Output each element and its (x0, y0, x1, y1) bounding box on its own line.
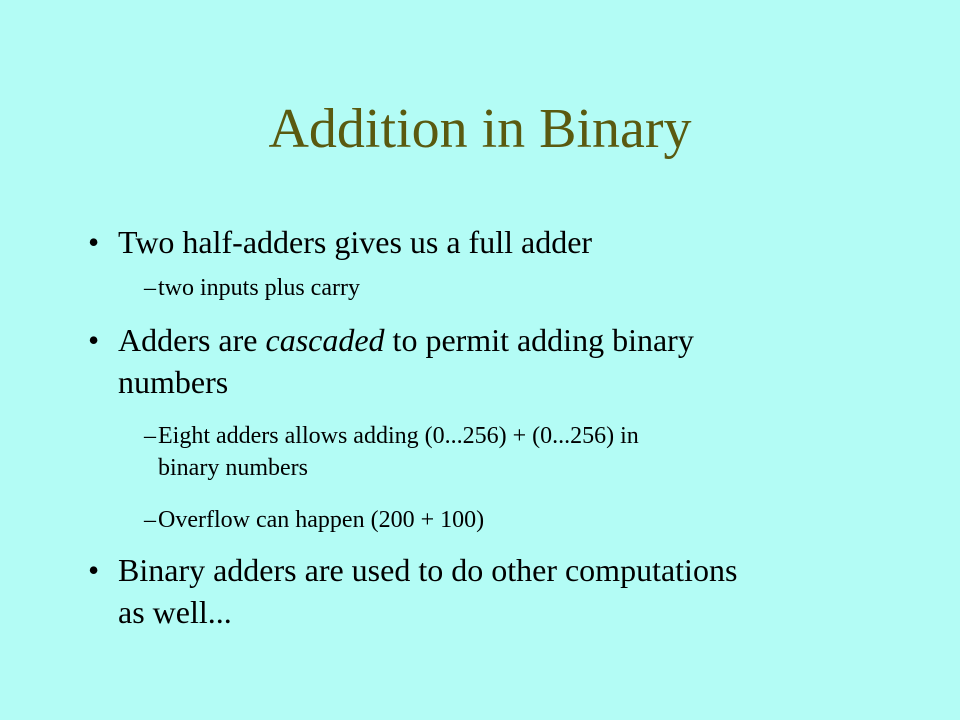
slide-title: Addition in Binary (268, 98, 692, 160)
sub-bullet-marker: – (144, 275, 156, 301)
sub-bullet-item (144, 273, 884, 303)
sub-bullet-continuation (158, 453, 898, 483)
sub-bullet-item (144, 505, 884, 535)
bullet-text: Binary adders are used to do other computations (118, 552, 738, 588)
sub-bullet-text: Eight adders allows adding (0...256) + (0...256) in (158, 423, 639, 449)
bullet-text (88, 320, 908, 360)
bullet-text-emphasis: cascaded (265, 322, 385, 358)
bullet-text: Two half-adders gives us a full adder (118, 224, 593, 260)
bullet-marker: • (88, 322, 100, 358)
bullet-item (88, 222, 888, 262)
sub-bullet-text: binary numbers (158, 455, 308, 481)
bullet-item (88, 320, 908, 360)
bullet-text: numbers (118, 364, 229, 400)
bullet-marker: • (88, 224, 100, 260)
sub-bullet-item (144, 421, 904, 451)
bullet-continuation (118, 362, 898, 402)
bullet-text: as well... (118, 594, 232, 630)
bullet-text-part: Adders are (118, 322, 266, 358)
sub-bullet-text: Overflow can happen (200 + 100) (158, 507, 485, 533)
sub-bullet-marker: – (144, 423, 156, 449)
bullet-text-part: to permit adding binary (384, 322, 694, 358)
bullet-continuation (118, 592, 898, 632)
sub-bullet-marker: – (144, 507, 156, 533)
bullet-marker: • (88, 552, 100, 588)
bullet-item (88, 550, 918, 590)
sub-bullet-text: two inputs plus carry (158, 275, 360, 301)
